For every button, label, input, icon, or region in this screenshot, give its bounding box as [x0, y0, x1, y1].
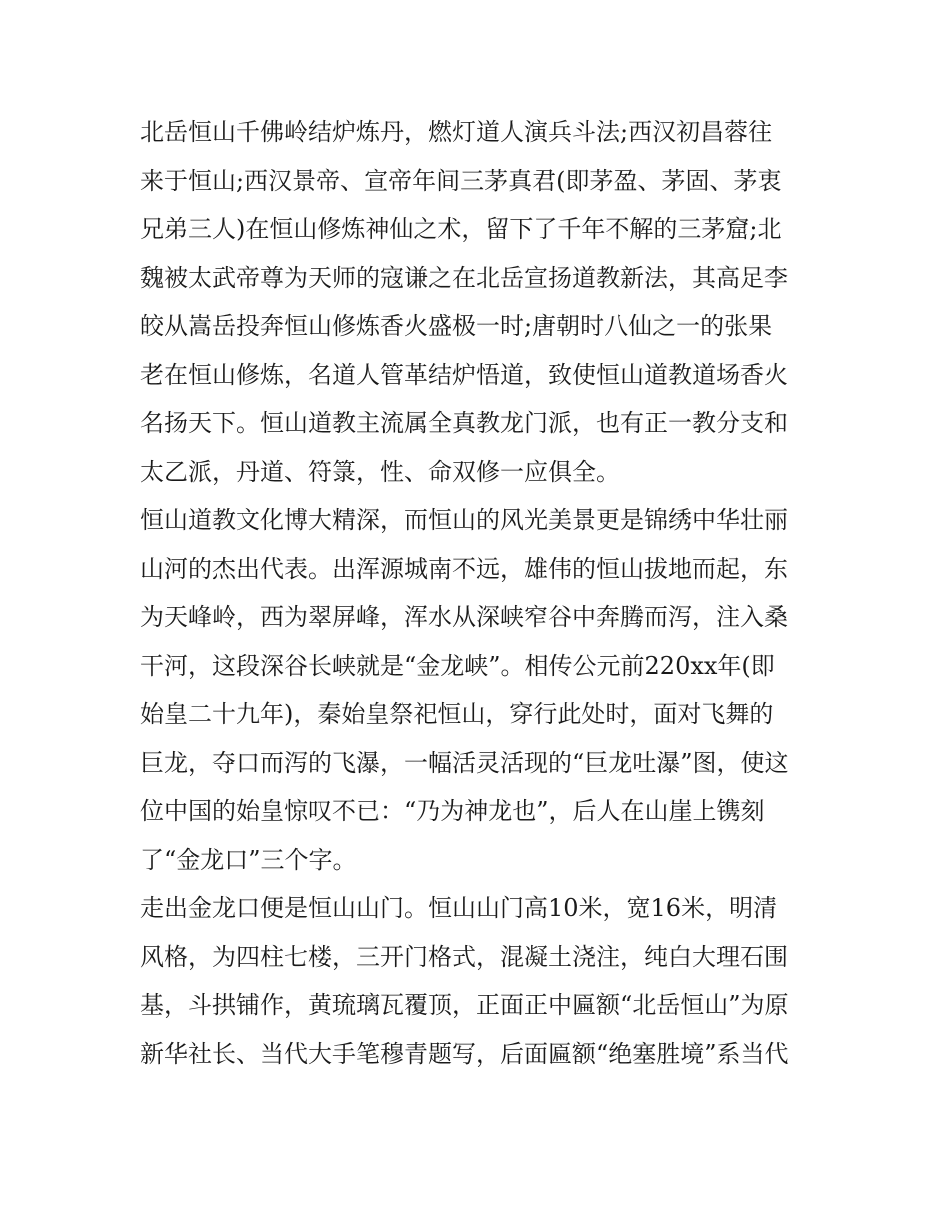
- text-line: 北岳恒山千佛岭结炉炼丹，燃灯道人演兵斗法;西汉初昌蓉往: [140, 118, 773, 146]
- text-line: 山河的杰出代表。出浑源城南不远，雄伟的恒山拔地而起，东: [140, 554, 788, 583]
- text-line: 风格，为四柱七楼，三开门格式，混凝土浇注，纯白大理石围: [140, 942, 788, 971]
- text-line: 老在恒山修炼，名道人管革结炉悟道，致使恒山道教道场香火: [140, 360, 788, 389]
- text-line: 兄弟三人)在恒山修炼神仙之术，留下了千年不解的三茅窟;北: [140, 215, 782, 243]
- paragraph-daoism-history: [140, 108, 820, 496]
- text-line: 来于恒山;西汉景帝、宣帝年间三茅真君(即茅盈、茅固、茅衷: [140, 166, 782, 195]
- text-line: 皎从嵩岳投奔恒山修炼香火盛极一时;唐朝时八仙之一的张果: [140, 312, 773, 340]
- paragraph-mountain-gate: [140, 884, 820, 1078]
- text-line: 位中国的始皇惊叹不已：“乃为神龙也”，后人在山崖上镌刻: [140, 797, 765, 825]
- text-line: 巨龙，夺口而泻的飞瀑，一幅活灵活现的“巨龙吐瀑”图，使这: [140, 748, 789, 777]
- text-line: 太乙派，丹道、符箓，性、命双修一应俱全。: [140, 457, 620, 486]
- text-line: 了“金龙口”三个字。: [140, 845, 357, 874]
- text-line: 基，斗拱铺作，黄琉璃瓦覆顶，正面正中匾额“北岳恒山”为原: [140, 991, 789, 1019]
- text-line: 走出金龙口便是恒山山门。恒山山门高10米，宽16米，明清: [140, 894, 778, 922]
- text-line: 魏被太武帝尊为天师的寇谦之在北岳宣扬道教新法，其高足李: [140, 263, 788, 292]
- paragraph-jinlong-gorge: [140, 496, 820, 884]
- document-body: [140, 108, 820, 1078]
- text-line: 名扬天下。恒山道教主流属全真教龙门派，也有正一教分支和: [140, 409, 788, 437]
- text-line: 恒山道教文化博大精深，而恒山的风光美景更是锦绣中华壮丽: [140, 506, 788, 534]
- text-line: 为天峰岭，西为翠屏峰，浑水从深峡窄谷中奔腾而泻，注入桑: [140, 603, 788, 631]
- text-line: 干河，这段深谷长峡就是“金龙峡”。相传公元前220xx年(即: [140, 651, 775, 680]
- text-line: 始皇二十九年)，秦始皇祭祀恒山，穿行此处时，面对飞舞的: [140, 700, 774, 728]
- text-line: 新华社长、当代大手笔穆青题写，后面匾额“绝塞胜境”系当代: [140, 1039, 789, 1068]
